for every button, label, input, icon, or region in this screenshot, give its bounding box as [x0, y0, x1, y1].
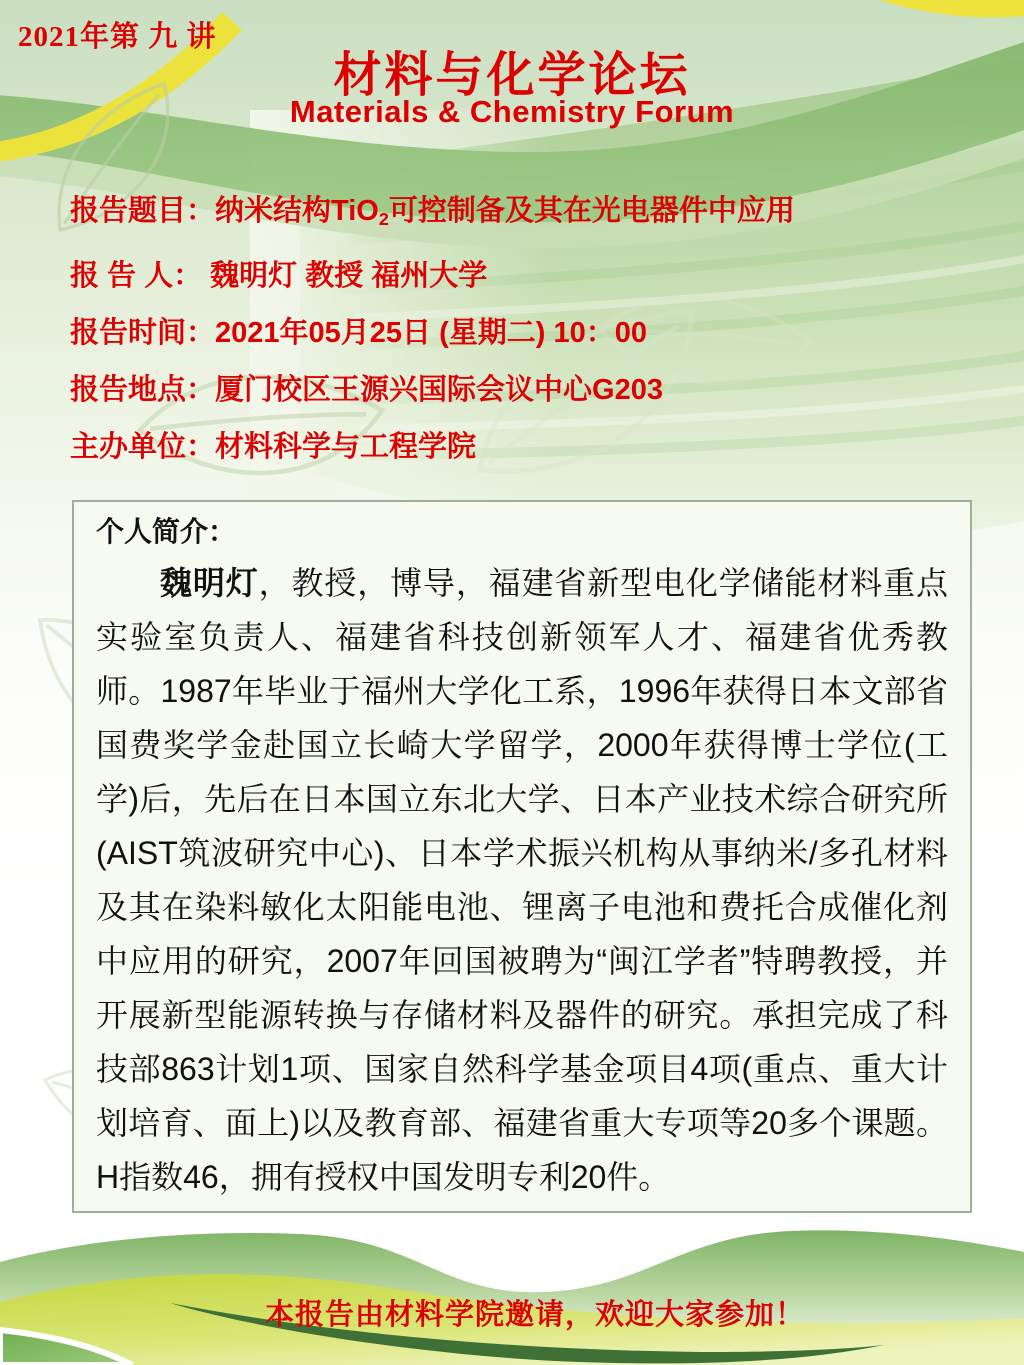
edition-label: 2021年第 九 讲 [18, 21, 217, 53]
footer-invitation: 本报告由材料学院邀请，欢迎大家参加！ [264, 1299, 805, 1331]
host-label: 主办单位： [70, 431, 216, 464]
info-row-host [70, 432, 980, 462]
time-label: 报告时间： [70, 317, 216, 350]
time-value: 2021年05月25日 (星期二) 10：00 [215, 317, 647, 350]
venue-value: 厦门校区王源兴国际会议中心G203 [215, 374, 663, 407]
info-row-venue [70, 375, 980, 405]
speaker-label: 报 告 人： [70, 260, 203, 293]
info-row-topic [70, 196, 980, 234]
venue-label: 报告地点： [70, 374, 216, 407]
bio-heading: 个人简介： [96, 516, 237, 547]
topic-post: 可控制备及其在光电器件中应用 [388, 195, 795, 227]
forum-title-en: Materials & Chemistry Forum [289, 94, 735, 129]
info-row-speaker [70, 261, 980, 291]
speaker-name: 魏明灯 [160, 565, 259, 601]
bio-box [72, 500, 972, 1213]
topic-label: 报告题目： [70, 195, 216, 227]
speaker-value: 魏明灯 教授 福州大学 [202, 260, 488, 293]
topic-pre: 纳米结构TiO [215, 195, 379, 227]
host-value: 材料科学与工程学院 [215, 431, 477, 464]
forum-title-cn: 材料与化学论坛 [333, 49, 691, 102]
info-row-time [70, 318, 980, 348]
bio-body-text: ，教授，博导，福建省新型电化学储能材料重点实验室负责人、福建省科技创新领军人才、福建省优秀教师。1987年毕业于福州大学化工系，1996年获得日本文部省国费奖学金赴国立长崎大学留学，2000年获得博士学位(工学)后，先后在日本国立东北大学、日本产业技术综合研究所(AIST筑波研究中心)、日本学术振兴机构从事纳米/多孔材料及其在染料敏化太阳能电池、锂离子电池和费托合成催化剂中应用的研究，2007年回国被聘为“闽江学者”特聘教授，并开展新型能源转换与存储材料及器件的研究。承担完成了科技部863计划1项、国家自然科学基金项目4项(重点、重大计划培育、面上)以及教育部、福建省重大专项等20多个课题。H指数46，拥有授权中国发明专利20件。 [96, 565, 948, 1195]
bio-paragraph [96, 556, 948, 1204]
topic-subscript: 2 [378, 209, 389, 230]
seminar-info [70, 196, 980, 489]
